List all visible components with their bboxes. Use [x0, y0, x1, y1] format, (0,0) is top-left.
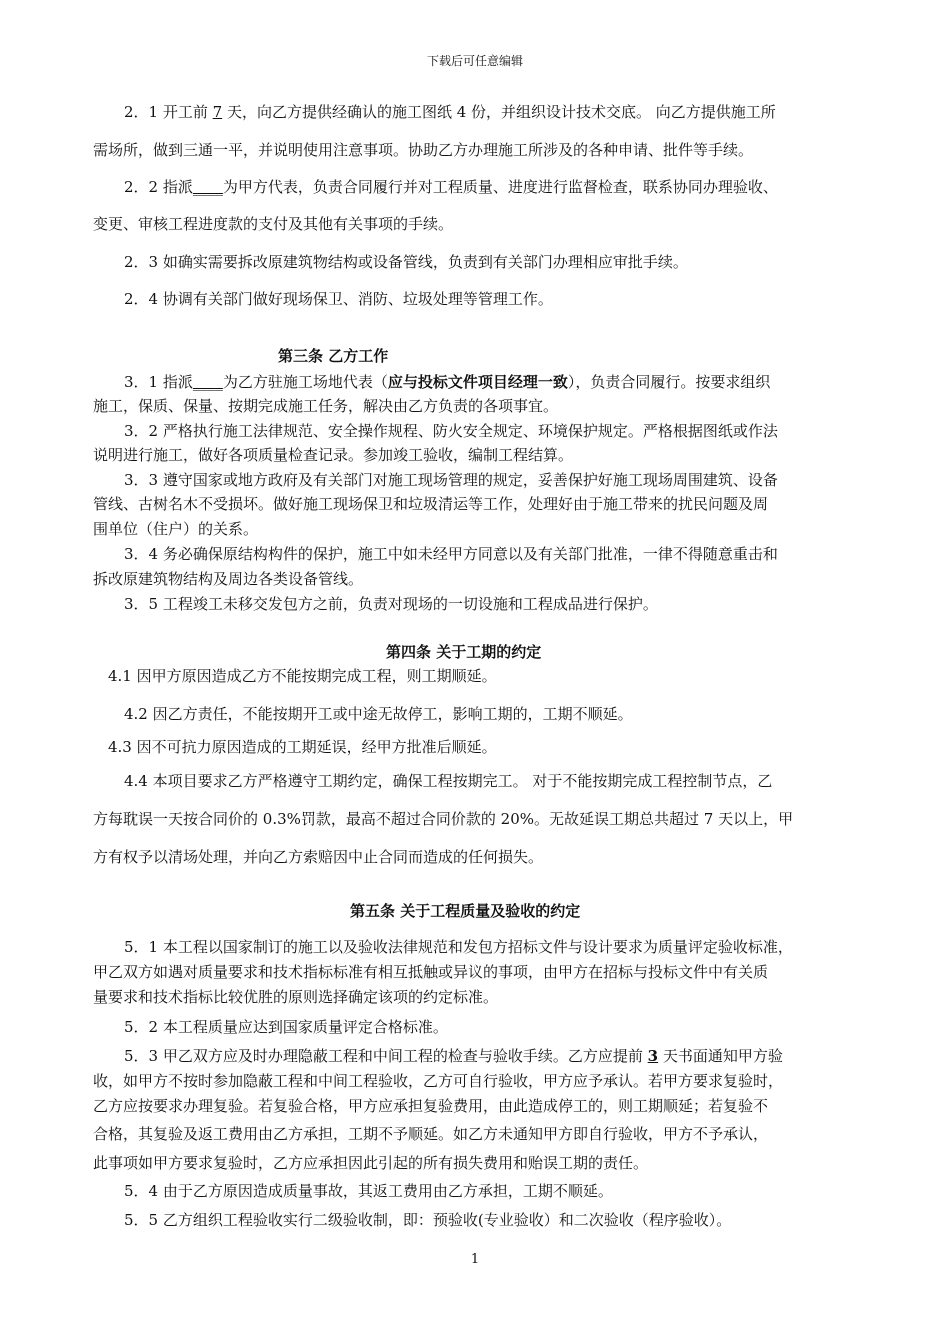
clause-3-3-line-2: 管线、古树名木不受损坏。做好施工现场保卫和垃圾清运等工作，处理好由于施工带来的扰民问题及周 [93, 495, 769, 513]
article-3-title: 第三条 乙方工作 [278, 347, 389, 365]
clause-3-4-line-2: 拆改原建筑物结构及周边各类设备管线。 [93, 570, 364, 588]
clause-3-5: 3．5 工程竣工未移交发包方之前，负责对现场的一切设施和工程成品进行保护。 [124, 595, 658, 613]
days-value: 7 [212, 103, 223, 121]
clause-5-4: 5．4 由于乙方原因造成质量事故，其返工费用由乙方承担，工期不顺延。 [124, 1182, 613, 1200]
clause-5-2: 5．2 本工程质量应达到国家质量评定合格标准。 [124, 1018, 448, 1036]
clause-3-2-line-1: 3．2 严格执行施工法律规范、安全操作规程、防火安全规定、环境保护规定。严格根据图纸或作法 [124, 422, 778, 440]
clause-4-2: 4.2 因乙方责任，不能按期开工或中途无故停工，影响工期的，工期不顺延。 [124, 705, 633, 723]
clause-4-1: 4.1 因甲方原因造成乙方不能按期完成工程，则工期顺延。 [108, 667, 497, 685]
clause-5-3-line-1: 5．3 甲乙双方应及时办理隐蔽工程和中间工程的检查与验收手续。乙方应提前 3 天书面通知甲方验 [124, 1047, 783, 1065]
clause-5-3-line-2: 收，如甲方不按时参加隐蔽工程和中间工程验收，乙方可自行验收，甲方应予承认。若甲方要求复验时， [93, 1072, 784, 1090]
clause-4-4-line-3: 方有权予以清场处理，并向乙方索赔因中止合同而造成的任何损失。 [93, 848, 544, 866]
page-number: 1 [470, 1252, 480, 1267]
clause-5-1-line-2: 甲乙双方如遇对质量要求和技术指标标准有相互抵触或异议的事项，由甲方在招标与投标文件中有关质 [93, 963, 769, 981]
blank-field: ____ [192, 373, 223, 391]
days-value: 3 [647, 1047, 659, 1065]
clause-3-3-line-1: 3．3 遵守国家或地方政府及有关部门对施工现场管理的规定，妥善保护好施工现场周围建筑、设备 [124, 471, 778, 489]
page-header: 下载后可任意编辑 [426, 54, 523, 68]
clause-3-1-line-1: 3．1 指派____为乙方驻施工场地代表（应与投标文件项目经理一致），负责合同履行。按要求组织 [124, 373, 771, 391]
clause-2-4: 2．4 协调有关部门做好现场保卫、消防、垃圾处理等管理工作。 [124, 290, 553, 308]
clause-4-3: 4.3 因不可抗力原因造成的工期延误，经甲方批准后顺延。 [108, 738, 497, 756]
clause-4-4-line-1: 4.4 本项目要求乙方严格遵守工期约定，确保工程按期完工。 对于不能按期完成工程控制节点，乙 [124, 772, 773, 790]
clause-3-1-line-2: 施工，保质、保量、按期完成施工任务，解决由乙方负责的各项事宜。 [93, 397, 559, 415]
clause-3-2-line-2: 说明进行施工，做好各项质量检查记录。参加竣工验收，编制工程结算。 [93, 446, 574, 464]
article-5-title: 第五条 关于工程质量及验收的约定 [350, 902, 581, 920]
clause-2-2-line-1: 2．2 指派____为甲方代表，负责合同履行并对工程质量、进度进行监督检查，联系协同办理验收、 [124, 178, 778, 196]
clause-5-3-line-4: 合格，其复验及返工费用由乙方承担，工期不予顺延。如乙方未通知甲方即自行验收，甲方不予承认， [93, 1125, 769, 1143]
clause-5-3-line-3: 乙方应按要求办理复验。若复验合格，甲方应承担复验费用，由此造成停工的，则工期顺延；若复验不 [93, 1097, 769, 1115]
article-4-title: 第四条 关于工期的约定 [386, 643, 542, 661]
clause-2-2-line-2: 变更、审核工程进度款的支付及其他有关事项的手续。 [93, 215, 454, 233]
blank-field: ____ [192, 178, 223, 196]
clause-5-3-line-5: 此事项如甲方要求复验时，乙方应承担因此引起的所有损失费用和贻误工期的责任。 [93, 1154, 649, 1172]
clause-5-1-line-3: 量要求和技术指标比较优胜的原则选择确定该项的约定标准。 [93, 988, 499, 1006]
clause-2-1-line-1: 2．1 开工前 7 天，向乙方提供经确认的施工图纸 4 份，并组织设计技术交底。 向乙方提供施工所 [124, 103, 776, 121]
clause-2-3: 2．3 如确实需要拆改原建筑物结构或设备管线，负责到有关部门办理相应审批手续。 [124, 253, 688, 271]
clause-5-1-line-1: 5．1 本工程以国家制订的施工以及验收法律规范和发包方招标文件与设计要求为质量评定验收标准， [124, 938, 793, 956]
clause-3-3-line-3: 围单位（住户）的关系。 [93, 520, 259, 538]
clause-2-1-line-2: 需场所，做到三通一平，并说明使用注意事项。协助乙方办理施工所涉及的各种申请、批件等手续。 [93, 141, 754, 159]
clause-5-5: 5．5 乙方组织工程验收实行二级验收制，即：预验收(专业验收）和二次验收（程序验收）。 [124, 1211, 732, 1229]
clause-4-4-line-2: 方每耽误一天按合同价的 0.3%罚款，最高不超过合同价款的 20%。无故延误工期总共超过 7 天以上，甲 [93, 810, 794, 828]
clause-3-4-line-1: 3．4 务必确保原结构构件的保护，施工中如未经甲方同意以及有关部门批准，一律不得随意重击和 [124, 545, 778, 563]
